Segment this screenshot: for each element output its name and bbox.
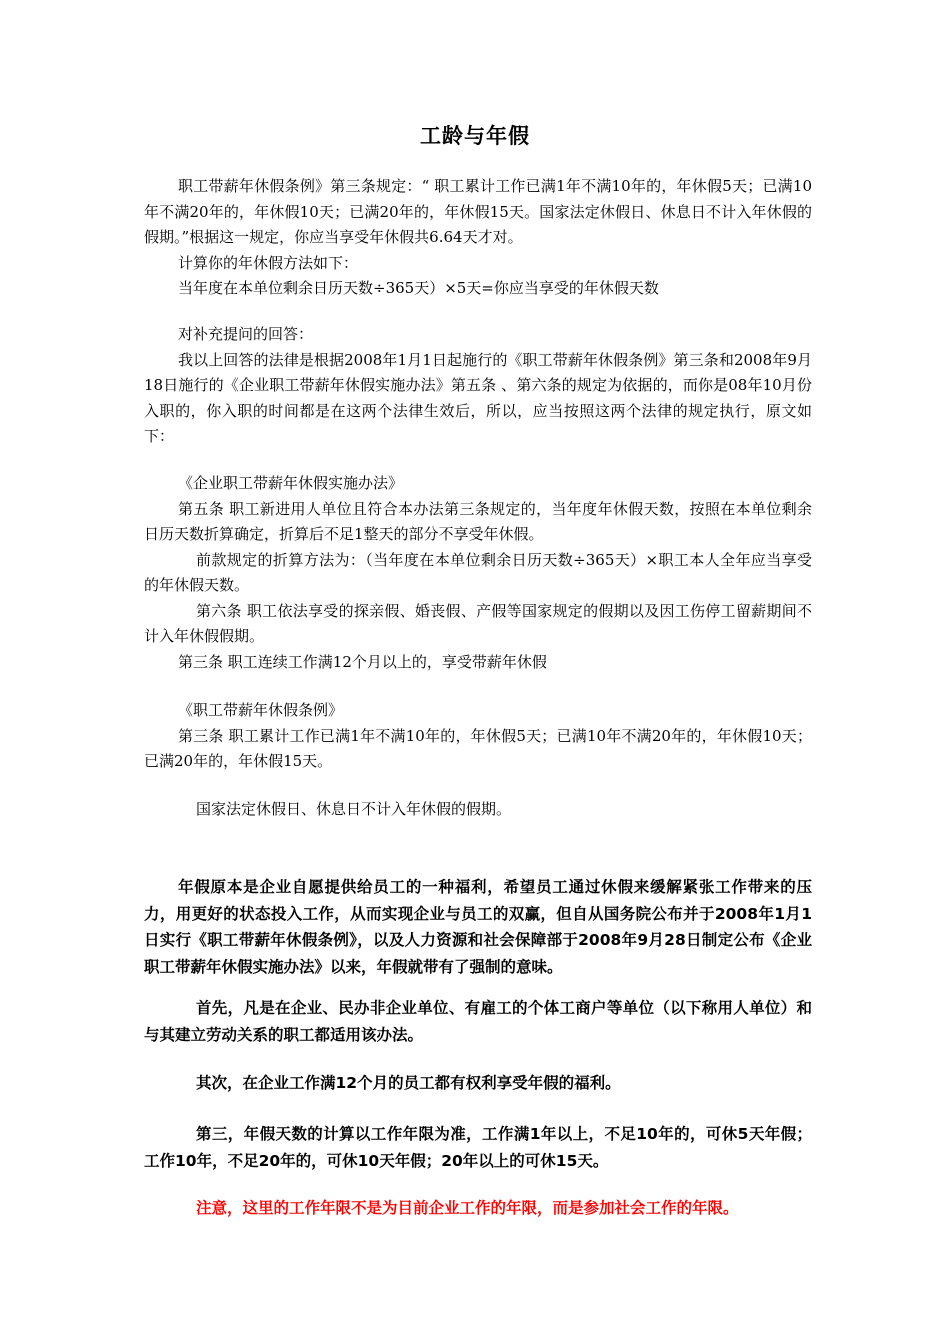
supplement-body: 我以上回答的法律是根据2008年1月1日起施行的《职工带薪年休假条例》第三条和2008年9月18日施行的《企业职工带薪年休假实施办法》第五条 、第六条的规定为依据的，而你是08年10月份入职的，你入职的时间都是在这两个法律生效后，所以，应当按照这两个法律的规定执行，原文如下： [144, 350, 812, 445]
law1-article6: 第六条 职工依法享受的探亲假、婚丧假、产假等国家规定的假期以及因工伤停工留薪期间不计入年休假假期。 [144, 601, 812, 645]
law2-note: 国家法定休假日、休息日不计入年休假的假期。 [196, 800, 512, 818]
page-title: 工龄与年假 [420, 123, 530, 148]
summary-text-3: 其次，在企业工作满12个月的员工都有权利享受年假的福利。 [196, 1074, 621, 1092]
law2-article3: 第三条 职工累计工作已满1年不满10年的，年休假5天；已满10年不满20年的，年休假10天；已满20年的，年休假15天。 [144, 726, 812, 770]
summary-paragraph-4 [144, 1121, 812, 1174]
warning-note [144, 1195, 812, 1222]
law2-name: 《职工带薪年休假条例》 [178, 701, 344, 719]
summary-text-2: 首先，凡是在企业、民办非企业单位、有雇工的个体工商户等单位（以下称用人单位）和与其建立劳动关系的职工都适用该办法。 [144, 999, 812, 1044]
supplement-section [144, 322, 812, 450]
law1-section [144, 471, 812, 675]
intro-paragraph-2: 计算你的年休假方法如下： [178, 253, 359, 272]
law1-article3: 第三条 职工连续工作满12个月以上的，享受带薪年休假 [178, 652, 547, 671]
intro-formula: 当年度在本单位剩余日历天数÷365天）×5天=你应当享受的年休假天数 [178, 279, 659, 297]
summary-paragraph-1 [144, 874, 812, 980]
summary-paragraph-3 [144, 1070, 812, 1097]
law2-section [144, 698, 812, 775]
law1-name: 《企业职工带薪年休假实施办法》 [178, 474, 404, 492]
summary-paragraph-2 [144, 995, 812, 1048]
law1-article5: 第五条 职工新进用人单位且符合本办法第三条规定的，当年度年休假天数，按照在本单位剩余日历天数折算确定，折算后不足1整天的部分不享受年休假。 [144, 499, 812, 543]
summary-text-1: 年假原本是企业自愿提供给员工的一种福利，希望员工通过休假来缓解紧张工作带来的压力，用更好的状态投入工作，从而实现企业与员工的双赢，但自从国务院公布并于2008年1月1日实行《职工带薪年休假条例》，以及人力资源和社会保障部于2008年9月28日制定公布《企业职工带薪年休假实施办法》以来，年假就带有了强制的意味。 [144, 878, 812, 976]
intro-section [144, 174, 812, 302]
intro-paragraph-1: 职工带薪年休假条例》第三条规定：“ 职工累计工作已满1年不满10年的，年休假5天；已满10年不满20年的，年休假10天；已满20年的，年休假15天。国家法定休假日、休息日不计入年休假的假期。”根据这一规定，你应当享受年休假共6.64天才对。 [144, 177, 812, 246]
supplement-heading: 对补充提问的回答： [178, 325, 314, 343]
law2-note-section [144, 797, 812, 823]
summary-text-4: 第三，年假天数的计算以工作年限为准，工作满1年以上，不足10年的，可休5天年假；工作10年，不足20年的，可休10天年假；20年以上的可休15天。 [144, 1125, 812, 1170]
warning-text: 注意，这里的工作年限不是为目前企业工作的年限，而是参加社会工作的年限。 [196, 1199, 739, 1217]
law1-article5-formula: 前款规定的折算方法为：（当年度在本单位剩余日历天数÷365天）×职工本人全年应当享受的年休假天数。 [144, 550, 812, 594]
